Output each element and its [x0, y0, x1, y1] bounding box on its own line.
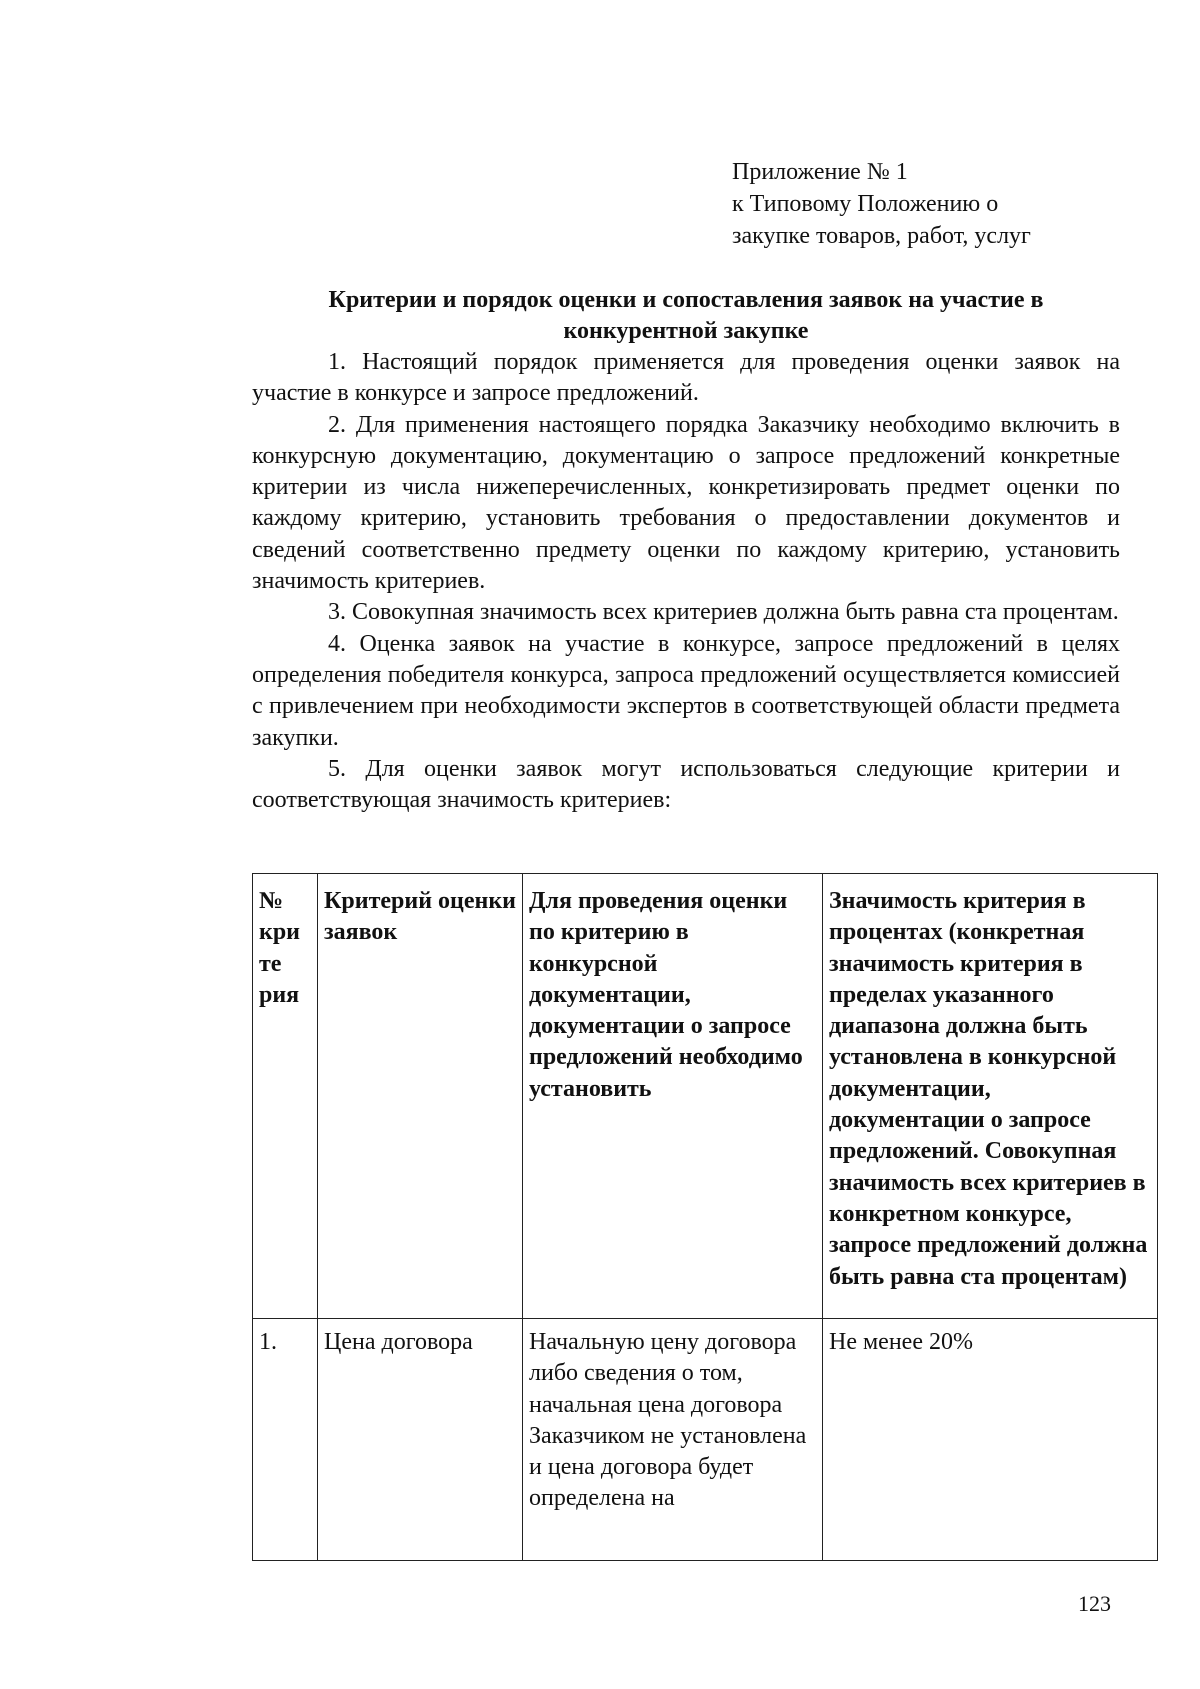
document-body [252, 347, 1120, 816]
paragraph-3: 3. Совокупная значимость всех критериев должна быть равна ста процентам. [328, 599, 1119, 626]
paragraph-1: 1. Настоящий порядок применяется для проведения оценки заявок на участие в конкурсе и запросе предложений. [252, 349, 1120, 407]
header-criterion-number: № кри те рия [253, 874, 318, 1319]
table-header-row [253, 874, 1158, 1319]
cell-number: 1. [253, 1319, 318, 1561]
header-criterion-name: Критерий оценки заявок [318, 874, 523, 1319]
paragraph-4: 4. Оценка заявок на участие в конкурсе, запросе предложений в целях определения победителя конкурса, запроса предложений осуществляется комиссией с привлечением при необходимости экспертов в соответствующей области предмета закупки. [252, 630, 1120, 751]
header-weight: Значимость критерия в процентах (конкретная значимость критерия в пределах указанного диапазона должна быть установлена в конкурсной документации, документации о запросе предложений. Совокупная значимость всех критериев в конкретном конкурсе, запросе предложений должна быть равна ста процентам) [823, 874, 1158, 1319]
table-row [253, 1319, 1158, 1561]
document-title-line-2: конкурентной закупке [563, 318, 809, 344]
page-number: 123 [1078, 1591, 1111, 1616]
appendix-reference-line-2: закупке товаров, работ, услуг [732, 223, 1031, 249]
paragraph-2: 2. Для применения настоящего порядка Заказчику необходимо включить в конкурсную документацию, документацию о запросе предложений конкретные критерии из числа нижеперечисленных, конкретизировать предмет оценки по каждому критерию, установить требования о предоставлении документов и сведений соответственно предмету оценки по каждому критерию, установить значимость критериев. [252, 411, 1120, 595]
cell-criterion: Цена договора [318, 1319, 523, 1561]
cell-requirement: Начальную цену договора либо сведения о том, начальная цена договора Заказчиком не установлена и цена договора будет определена на [523, 1319, 823, 1561]
header-requirement: Для проведения оценки по критерию в конкурсной документации, документации о запросе предложений необходимо установить [523, 874, 823, 1319]
document-title [252, 285, 1120, 347]
document-title-line-1: Критерии и порядок оценки и сопоставления заявок на участие в [328, 287, 1044, 313]
appendix-number: Приложение № 1 [732, 159, 908, 185]
paragraph-5: 5. Для оценки заявок могут использоваться следующие критерии и соответствующая значимость критериев: [252, 755, 1120, 814]
appendix-header [732, 156, 1132, 252]
cell-weight: Не менее 20% [823, 1319, 1158, 1561]
appendix-reference-line-1: к Типовому Положению о [732, 191, 999, 217]
criteria-table [252, 873, 1158, 1561]
